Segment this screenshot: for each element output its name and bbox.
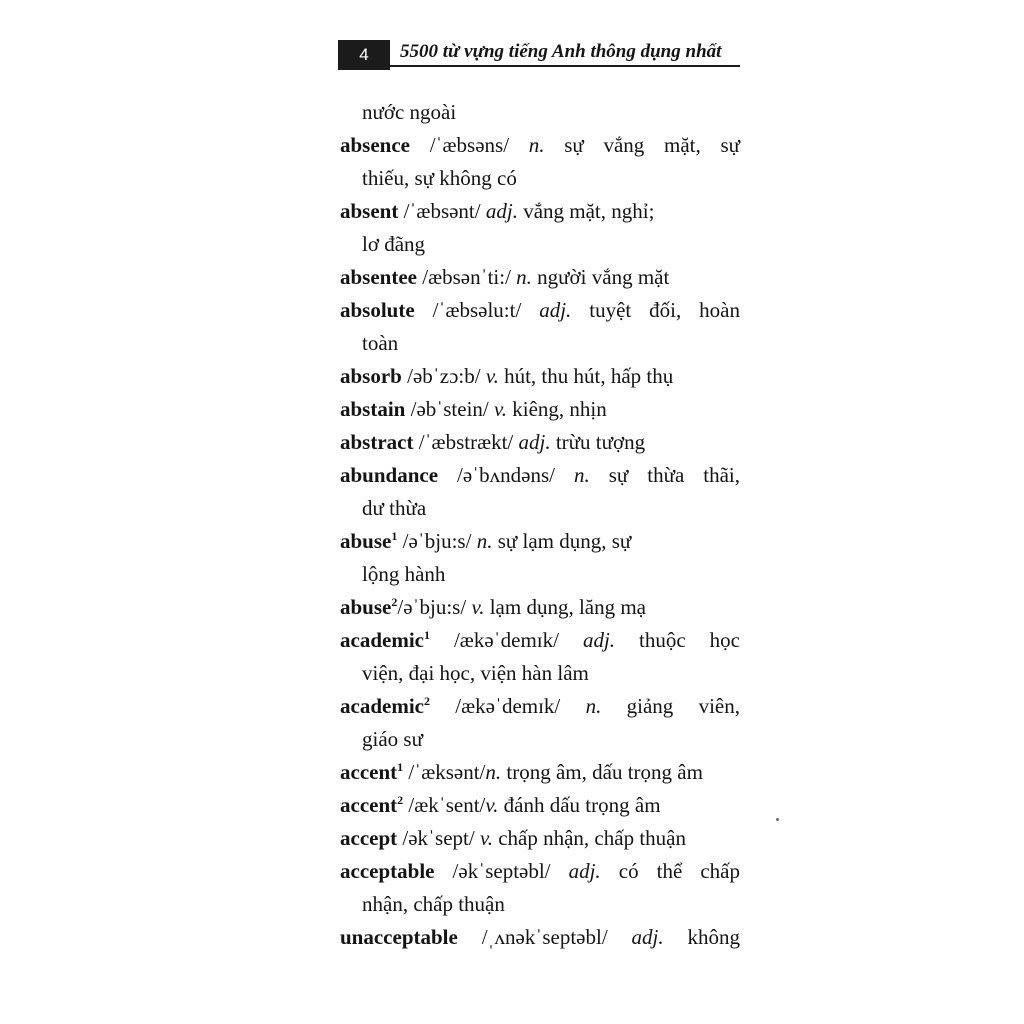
pronunciation: /æbsənˈti:/ <box>417 265 517 289</box>
part-of-speech: n. <box>476 529 493 553</box>
entry-continuation: viện, đại học, viện hàn lâm <box>362 661 589 685</box>
dictionary-entry <box>340 822 740 855</box>
part-of-speech: adj. <box>631 925 664 949</box>
pronunciation: /əˈbʌndəns/ <box>438 463 574 487</box>
pronunciation: /ˈæbstrækt/ <box>413 430 519 454</box>
dictionary-entries <box>340 96 740 954</box>
part-of-speech: n. <box>485 760 502 784</box>
definition: vắng mặt, nghỉ; <box>517 199 655 223</box>
entry-continuation: nhận, chấp thuận <box>362 892 505 916</box>
dictionary-entry <box>340 294 740 327</box>
definition: không <box>663 925 740 949</box>
definition: lạm dụng, lăng mạ <box>484 595 647 619</box>
headword: acceptable <box>340 859 435 883</box>
definition: sự vắng mặt, sự <box>544 133 740 157</box>
dictionary-entry <box>340 129 740 162</box>
definition: đánh dấu trọng âm <box>498 793 661 817</box>
definition: trọng âm, dấu trọng âm <box>501 760 703 784</box>
headword: abstain <box>340 397 406 421</box>
pronunciation: /ˈæksənt/ <box>403 760 486 784</box>
pronunciation: /ˌʌnəkˈseptəbl/ <box>457 925 632 949</box>
definition: sự thừa thãi, <box>589 463 740 487</box>
book-title: 5500 từ vựng tiếng Anh thông dụng nhất <box>400 41 722 62</box>
headword: accept <box>340 826 398 850</box>
sense-number: 1 <box>397 760 404 774</box>
part-of-speech: n. <box>585 694 602 718</box>
entry-continuation: lộng hành <box>362 562 446 586</box>
headword: absentee <box>340 265 417 289</box>
part-of-speech: n. <box>528 133 545 157</box>
dictionary-entry <box>340 855 740 888</box>
pronunciation: /ækəˈdemɪk/ <box>429 628 583 652</box>
part-of-speech: n. <box>516 265 532 289</box>
definition: sự lạm dụng, sự <box>492 529 632 553</box>
pronunciation: /ækˈsent/ <box>403 793 486 817</box>
definition: trừu tượng <box>550 430 646 454</box>
print-speck <box>776 818 779 821</box>
sense-number: 1 <box>423 628 430 642</box>
part-of-speech: adj. <box>582 628 616 652</box>
headword: absolute <box>340 298 415 322</box>
pronunciation: /ækəˈdemɪk/ <box>429 694 586 718</box>
headword: abundance <box>340 463 439 487</box>
dictionary-entry <box>340 789 740 822</box>
entry-continuation: giáo sư <box>362 727 423 751</box>
part-of-speech: adj. <box>539 298 572 322</box>
definition: người vắng mặt <box>531 265 670 289</box>
dictionary-entry <box>340 195 740 228</box>
pronunciation: /əkˈsept/ <box>397 826 480 850</box>
dictionary-entry <box>340 921 740 954</box>
dictionary-entry <box>340 690 740 723</box>
headword: unacceptable <box>340 925 458 949</box>
entry-continuation: thiếu, sự không có <box>362 166 517 190</box>
part-of-speech: adj. <box>568 859 601 883</box>
headword: academic <box>340 694 424 718</box>
pronunciation: /ˈæbsəlu:t/ <box>414 298 540 322</box>
dictionary-entry <box>340 393 740 426</box>
entry-continuation: lơ đãng <box>362 232 426 256</box>
headword: absent <box>340 199 399 223</box>
headword: academic <box>340 628 424 652</box>
part-of-speech: v. <box>485 793 499 817</box>
part-of-speech: v. <box>471 595 485 619</box>
headword: abstract <box>340 430 414 454</box>
entry-continuation: nước ngoài <box>362 100 457 124</box>
part-of-speech: adj. <box>518 430 551 454</box>
headword: abuse <box>340 529 392 553</box>
running-header <box>338 40 740 70</box>
definition: giảng viên, <box>601 694 740 718</box>
dictionary-entry <box>340 459 740 492</box>
headword: abuse <box>340 595 392 619</box>
definition: tuyệt đối, hoàn <box>571 298 740 322</box>
entry-continuation: toàn <box>362 331 399 355</box>
definition: thuộc học <box>615 628 740 652</box>
sense-number: 2 <box>391 595 398 609</box>
pronunciation: /ˈæbsəns/ <box>410 133 529 157</box>
entry-continuation: dư thừa <box>362 496 427 520</box>
pronunciation: /əˈbju:s/ <box>397 595 472 619</box>
sense-number: 2 <box>423 694 430 708</box>
dictionary-entry <box>340 624 740 657</box>
dictionary-entry <box>340 756 740 789</box>
part-of-speech: adj. <box>485 199 518 223</box>
dictionary-entry <box>340 261 740 294</box>
pronunciation: /ˈæbsənt/ <box>398 199 486 223</box>
part-of-speech: v. <box>494 397 508 421</box>
part-of-speech: n. <box>573 463 590 487</box>
dictionary-entry <box>340 591 740 624</box>
pronunciation: /əbˈzɔ:b/ <box>401 364 486 388</box>
dictionary-entry <box>340 360 740 393</box>
sense-number: 1 <box>391 529 398 543</box>
dictionary-entry <box>340 426 740 459</box>
pronunciation: /əˈbju:s/ <box>397 529 477 553</box>
page-number: 4 <box>338 40 390 70</box>
part-of-speech: v. <box>485 364 499 388</box>
pronunciation: /əbˈstein/ <box>405 397 495 421</box>
definition: kiêng, nhịn <box>507 397 607 421</box>
sense-number: 2 <box>397 793 404 807</box>
headword: accent <box>340 760 398 784</box>
headword: absence <box>340 133 410 157</box>
pronunciation: /əkˈseptəbl/ <box>434 859 569 883</box>
part-of-speech: v. <box>479 826 493 850</box>
headword: absorb <box>340 364 402 388</box>
definition: có thể chấp <box>600 859 741 883</box>
headword: accent <box>340 793 398 817</box>
definition: chấp nhận, chấp thuận <box>492 826 686 850</box>
header-rule <box>390 65 740 67</box>
dictionary-entry <box>340 525 740 558</box>
definition: hút, thu hút, hấp thụ <box>498 364 674 388</box>
